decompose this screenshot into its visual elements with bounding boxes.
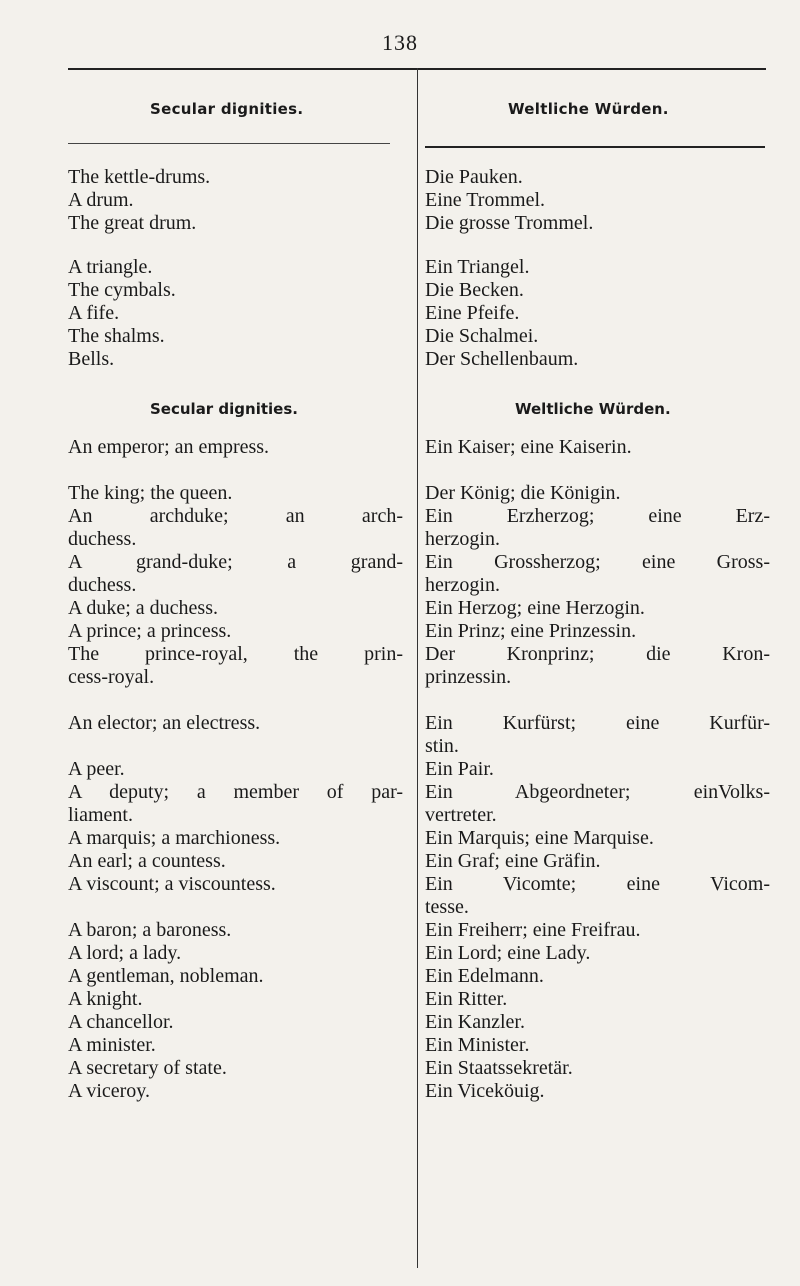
entry-line: Ein Vicomte; eine Vicom- xyxy=(425,873,770,895)
entry-line: The great drum. xyxy=(68,212,197,234)
entry-line: An archduke; an arch- xyxy=(68,505,403,527)
entry-line: Ein Lord; eine Lady. xyxy=(425,942,591,964)
entry-line: Ein Minister. xyxy=(425,1034,530,1056)
right-group-2 xyxy=(425,256,770,371)
entry-line: Der Kronprinz; die Kron- xyxy=(425,643,770,665)
left-column-heading: Secular dignities. xyxy=(150,100,304,118)
entry-line: duchess. xyxy=(68,528,137,550)
entry-line: An emperor; an empress. xyxy=(68,436,270,458)
spacer xyxy=(425,235,770,256)
left-group-2 xyxy=(68,256,403,371)
entry-line: Ein Marquis; eine Marquise. xyxy=(425,827,654,849)
entry-line: Eine Trommel. xyxy=(425,189,546,211)
entry-line: herzogin. xyxy=(425,574,500,596)
left-s4 xyxy=(68,758,403,896)
right-column-heading: Weltliche Würden. xyxy=(508,100,669,118)
entry-line: A minister. xyxy=(68,1034,156,1056)
entry-line: prinzessin. xyxy=(425,666,512,688)
left-heading-rule xyxy=(68,143,390,144)
entry-line: cess-royal. xyxy=(68,666,155,688)
entry-line: The cymbals. xyxy=(68,279,176,301)
entry-line: A knight. xyxy=(68,988,143,1010)
entry-line: A drum. xyxy=(68,189,134,211)
right-s3 xyxy=(425,712,770,1103)
entry-line: A marquis; a marchioness. xyxy=(68,827,281,849)
entry-line: A viscount; a viscountess. xyxy=(68,873,276,895)
entry-line: Ein Herzog; eine Herzogin. xyxy=(425,597,645,619)
entry-line: An elector; an electress. xyxy=(68,712,261,734)
page-number: 138 xyxy=(382,30,418,55)
spacer xyxy=(68,896,403,919)
right-s1 xyxy=(425,436,770,459)
right-dignities xyxy=(425,436,770,1103)
entry-line: A chancellor. xyxy=(68,1011,174,1033)
entry-line: The kettle-drums. xyxy=(68,166,211,188)
entry-line: A baron; a baroness. xyxy=(68,919,232,941)
entry-line: Die Becken. xyxy=(425,279,524,301)
entry-line: stin. xyxy=(425,735,459,757)
entry-line: Ein Kanzler. xyxy=(425,1011,525,1033)
entry-line: Ein Graf; eine Gräfin. xyxy=(425,850,601,872)
entry-line: A triangle. xyxy=(68,256,153,278)
right-heading-rule xyxy=(425,146,765,148)
spacer xyxy=(425,459,770,482)
entry-line: The shalms. xyxy=(68,325,165,347)
entry-line: A grand-duke; a grand- xyxy=(68,551,403,573)
entry-line: Der Schellenbaum. xyxy=(425,348,579,370)
entry-line: Bells. xyxy=(68,348,115,370)
entry-line: tesse. xyxy=(425,896,469,918)
spacer xyxy=(68,235,403,256)
left-s1 xyxy=(68,436,403,459)
entry-line: Ein Grossherzog; eine Gross- xyxy=(425,551,770,573)
entry-line: Ein Kurfürst; eine Kurfür- xyxy=(425,712,770,734)
spacer xyxy=(425,689,770,712)
entry-line: A lord; a lady. xyxy=(68,942,182,964)
entry-line: A gentleman, nobleman. xyxy=(68,965,264,987)
entry-line: A duke; a duchess. xyxy=(68,597,218,619)
right-section-heading: Weltliche Würden. xyxy=(515,400,671,418)
entry-line: A deputy; a member of par- xyxy=(68,781,403,803)
entry-line: Der König; die Königin. xyxy=(425,482,621,504)
entry-line: Ein Erzherzog; eine Erz- xyxy=(425,505,770,527)
entry-line: Die Schalmei. xyxy=(425,325,539,347)
entry-line: A fife. xyxy=(68,302,120,324)
entry-line: An earl; a countess. xyxy=(68,850,226,872)
entry-line: The prince-royal, the prin- xyxy=(68,643,403,665)
right-s2 xyxy=(425,482,770,689)
right-instruments xyxy=(425,166,770,371)
left-section-heading: Secular dignities. xyxy=(150,400,298,418)
entry-line: Ein Ritter. xyxy=(425,988,508,1010)
right-group-1 xyxy=(425,166,770,235)
entry-line: A viceroy. xyxy=(68,1080,151,1102)
spacer xyxy=(68,459,403,482)
left-group-1 xyxy=(68,166,403,235)
entry-line: duchess. xyxy=(68,574,137,596)
column-divider xyxy=(417,68,418,1268)
entry-line: A peer. xyxy=(68,758,125,780)
entry-line: Ein Viceköuig. xyxy=(425,1080,545,1102)
entry-line: Ein Kaiser; eine Kaiserin. xyxy=(425,436,632,458)
entry-line: Eine Pfeife. xyxy=(425,302,520,324)
left-instruments xyxy=(68,166,403,371)
entry-line: A secretary of state. xyxy=(68,1057,227,1079)
entry-line: Ein Pair. xyxy=(425,758,494,780)
entry-line: Ein Triangel. xyxy=(425,256,530,278)
left-s2 xyxy=(68,482,403,689)
entry-line: Die grosse Trommel. xyxy=(425,212,594,234)
entry-line: Ein Abgeordneter; einVolks- xyxy=(425,781,770,803)
entry-line: The king; the queen. xyxy=(68,482,233,504)
left-s5 xyxy=(68,919,403,1103)
entry-line: herzogin. xyxy=(425,528,500,550)
entry-line: Ein Freiherr; eine Freifrau. xyxy=(425,919,641,941)
entry-line: A prince; a princess. xyxy=(68,620,232,642)
entry-line: Ein Edelmann. xyxy=(425,965,544,987)
entry-line: Die Pauken. xyxy=(425,166,523,188)
entry-line: Ein Staatssekretär. xyxy=(425,1057,573,1079)
spacer xyxy=(68,735,403,758)
left-s3 xyxy=(68,712,403,735)
spacer xyxy=(68,689,403,712)
entry-line: Ein Prinz; eine Prinzessin. xyxy=(425,620,637,642)
entry-line: liament. xyxy=(68,804,133,826)
left-dignities xyxy=(68,436,403,1103)
entry-line: vertreter. xyxy=(425,804,497,826)
